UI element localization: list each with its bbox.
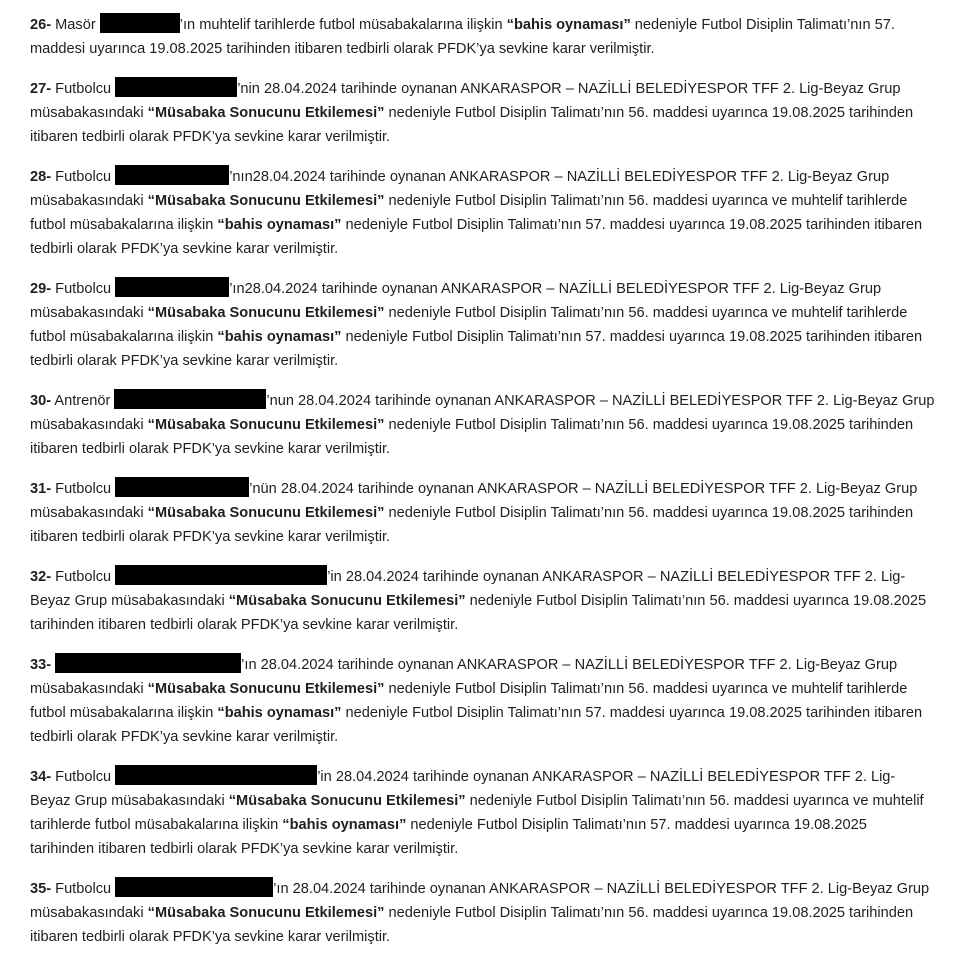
entry-text: ’nın28.04.2024 tarihinde oynanan ANKARASPOR – NAZİLLİ BELEDİYESPOR TFF 2. Lig-Beyaz Grup müsabakasındaki: [30, 169, 890, 209]
entry-text: ’nun 28.04.2024 tarihinde oynanan ANKARASPOR – NAZİLLİ BELEDİYESPOR TFF 2. Lig-Beyaz Grup müsabakasındaki: [30, 393, 935, 433]
redaction-bar: [115, 277, 229, 297]
entry-text: ’ın muhtelif tarihlerde futbol müsabakalarına ilişkin: [179, 17, 507, 33]
entry-31: [30, 477, 935, 549]
entry-number: 35-: [30, 881, 52, 897]
entry-text: Futbolcu: [51, 281, 116, 297]
entry-text: ’ın 28.04.2024 tarihinde oynanan ANKARASPOR – NAZİLLİ BELEDİYESPOR TFF 2. Lig-Beyaz Grup müsabakasındaki: [30, 657, 898, 697]
entry-text: Futbolcu: [51, 481, 116, 497]
entry-text: nedeniyle Futbol Disiplin Talimatı’nın 57. maddesi uyarınca 19.08.2025 tarihinden itibaren tedbirli olarak PFDK’ya sevkine karar verilmiştir.: [30, 217, 923, 257]
bold-phrase: “bahis oynaması”: [217, 705, 342, 721]
entry-text: nedeniyle Futbol Disiplin Talimatı’nın 57. maddesi uyarınca 19.08.2025 tarihinden itibaren tedbirli olarak PFDK’ya sevkine karar verilmiştir.: [30, 705, 923, 745]
bold-phrase: “Müsabaka Sonucunu Etkilemesi”: [147, 417, 385, 433]
redaction-bar: [115, 477, 249, 497]
entry-number: 29-: [30, 281, 52, 297]
entry-text: nedeniyle Futbol Disiplin Talimatı’nın 56. maddesi uyarınca ve muhtelif tarihlerde futbol müsabakalarına ilişkin: [30, 193, 908, 233]
bold-phrase: “Müsabaka Sonucunu Etkilemesi”: [147, 105, 385, 121]
redaction-bar: [115, 565, 327, 585]
entry-text: ’in 28.04.2024 tarihinde oynanan ANKARASPOR – NAZİLLİ BELEDİYESPOR TFF 2. Lig-Beyaz Grup müsabakasındaki: [30, 569, 906, 609]
entry-30: [30, 389, 935, 461]
entry-text: Futbolcu: [51, 881, 116, 897]
entry-number: 32-: [30, 569, 52, 585]
entry-number: 31-: [30, 481, 52, 497]
bold-phrase: “bahis oynaması”: [217, 217, 342, 233]
bold-phrase: “Müsabaka Sonucunu Etkilemesi”: [147, 905, 385, 921]
entry-text: nedeniyle Futbol Disiplin Talimatı’nın 56. maddesi uyarınca 19.08.2025 tarihinden itibaren tedbirli olarak PFDK’ya sevkine karar verilmiştir.: [30, 905, 914, 945]
entry-text: Futbolcu: [51, 769, 116, 785]
bold-phrase: “Müsabaka Sonucunu Etkilemesi”: [228, 593, 466, 609]
bold-phrase: “Müsabaka Sonucunu Etkilemesi”: [228, 793, 466, 809]
entry-text: nedeniyle Futbol Disiplin Talimatı’nın 56. maddesi uyarınca ve muhtelif tarihlerde futbol müsabakalarına ilişkin: [30, 793, 924, 833]
entry-text: nedeniyle Futbol Disiplin Talimatı’nın 56. maddesi uyarınca 19.08.2025 tarihinden itibaren tedbirli olarak PFDK’ya sevkine karar verilmiştir.: [30, 105, 914, 145]
entry-number: 33-: [30, 657, 52, 673]
bold-phrase: “bahis oynaması”: [282, 817, 407, 833]
entry-text: Futbolcu: [51, 569, 116, 585]
entry-27: [30, 77, 935, 149]
bold-phrase: “Müsabaka Sonucunu Etkilemesi”: [147, 681, 385, 697]
entry-text: nedeniyle Futbol Disiplin Talimatı’nın 56. maddesi uyarınca 19.08.2025 tarihinden itibaren tedbirli olarak PFDK’ya sevkine karar verilmiştir.: [30, 417, 914, 457]
entry-text: Masör: [51, 17, 100, 33]
entry-text: nedeniyle Futbol Disiplin Talimatı’nın 56. maddesi uyarınca 19.08.2025 tarihinden itibaren tedbirli olarak PFDK’ya sevkine karar verilmiştir.: [30, 505, 914, 545]
redaction-bar: [114, 389, 266, 409]
entry-text: ’in 28.04.2024 tarihinde oynanan ANKARASPOR – NAZİLLİ BELEDİYESPOR TFF 2. Lig-Beyaz Grup müsabakasındaki: [30, 769, 896, 809]
entry-text: nedeniyle Futbol Disiplin Talimatı’nın 56. maddesi uyarınca ve muhtelif tarihlerde futbol müsabakalarına ilişkin: [30, 305, 908, 345]
redaction-bar: [115, 77, 237, 97]
entry-32: [30, 565, 935, 637]
entry-text: Antrenör: [51, 393, 115, 409]
entry-text: ’nin 28.04.2024 tarihinde oynanan ANKARASPOR – NAZİLLİ BELEDİYESPOR TFF 2. Lig-Beyaz Grup müsabakasındaki: [30, 81, 901, 121]
redaction-bar: [55, 653, 241, 673]
bold-phrase: “bahis oynaması”: [506, 17, 631, 33]
entry-text: ’ın28.04.2024 tarihinde oynanan ANKARASPOR – NAZİLLİ BELEDİYESPOR TFF 2. Lig-Beyaz Grup müsabakasındaki: [30, 281, 882, 321]
entry-text: nedeniyle Futbol Disiplin Talimatı’nın 57. maddesi uyarınca 19.08.2025 tarihinden itibaren tedbirli olarak PFDK’ya sevkine karar verilmiştir.: [30, 817, 867, 857]
entry-text: Futbolcu: [51, 81, 116, 97]
entry-number: 34-: [30, 769, 52, 785]
entry-28: [30, 165, 935, 261]
entry-33: [30, 653, 935, 749]
entry-26: [30, 13, 935, 61]
entry-text: ’nün 28.04.2024 tarihinde oynanan ANKARASPOR – NAZİLLİ BELEDİYESPOR TFF 2. Lig-Beyaz Grup müsabakasındaki: [30, 481, 918, 521]
entry-number: 26-: [30, 17, 52, 33]
entry-number: 28-: [30, 169, 52, 185]
redaction-bar: [115, 165, 229, 185]
bold-phrase: “bahis oynaması”: [217, 329, 342, 345]
entry-text: nedeniyle Futbol Disiplin Talimatı’nın 57. maddesi uyarınca 19.08.2025 tarihinden itibaren tedbirli olarak PFDK’ya sevkine karar verilmiştir.: [30, 329, 923, 369]
entry-35: [30, 877, 935, 949]
entry-text: nedeniyle Futbol Disiplin Talimatı’nın 57. maddesi uyarınca 19.08.2025 tarihinden itibaren tedbirli olarak PFDK’ya sevkine karar verilmiştir.: [30, 17, 895, 57]
entry-29: [30, 277, 935, 373]
bold-phrase: “Müsabaka Sonucunu Etkilemesi”: [147, 505, 385, 521]
bold-phrase: “Müsabaka Sonucunu Etkilemesi”: [147, 193, 385, 209]
entry-text: nedeniyle Futbol Disiplin Talimatı’nın 56. maddesi uyarınca ve muhtelif tarihlerde futbol müsabakalarına ilişkin: [30, 681, 908, 721]
entry-text: Futbolcu: [51, 169, 116, 185]
bold-phrase: “Müsabaka Sonucunu Etkilemesi”: [147, 305, 385, 321]
redaction-bar: [100, 13, 180, 33]
entry-text: ’ın 28.04.2024 tarihinde oynanan ANKARASPOR – NAZİLLİ BELEDİYESPOR TFF 2. Lig-Beyaz Grup müsabakasındaki: [30, 881, 930, 921]
entry-34: [30, 765, 935, 861]
entry-number: 27-: [30, 81, 52, 97]
redaction-bar: [115, 765, 317, 785]
redaction-bar: [115, 877, 273, 897]
entry-number: 30-: [30, 393, 52, 409]
entry-text: nedeniyle Futbol Disiplin Talimatı’nın 56. maddesi uyarınca 19.08.2025 tarihinden itibaren tedbirli olarak PFDK’ya sevkine karar verilmiştir.: [30, 593, 927, 633]
